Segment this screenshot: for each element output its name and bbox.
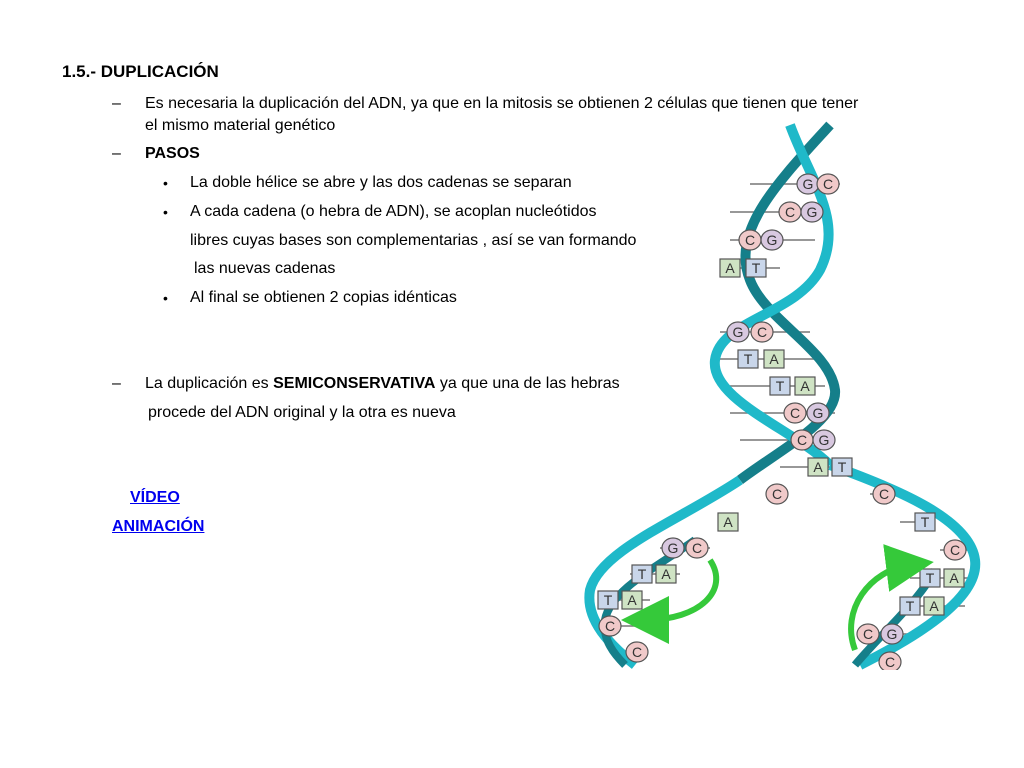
nucleotide-G (813, 430, 835, 450)
nucleotide-C (626, 642, 648, 662)
nucleotide-letter: C (631, 644, 643, 660)
nucleotide-letter: G (667, 540, 679, 556)
slide-title: 1.5.- DUPLICACIÓN (62, 62, 219, 81)
nucleotide-letter: A (813, 459, 823, 475)
nucleotide-letter: C (771, 486, 783, 502)
nucleotide-C (879, 652, 901, 670)
animacion-link-wrap (112, 517, 204, 537)
bullet-text: libres cuyas bases son complementarias , así se van formando (190, 232, 637, 249)
nucleotide-letter: C (796, 432, 808, 448)
nucleotide-letter: C (884, 654, 896, 670)
nucleotide-letter: A (769, 351, 779, 367)
nucleotide-G (807, 403, 829, 423)
nucleotide-bases (598, 174, 966, 670)
nucleotide-C (779, 202, 801, 222)
nucleotide-T (738, 350, 758, 368)
animacion-link[interactable]: ANIMACIÓN (112, 518, 205, 535)
nucleotide-T (900, 597, 920, 615)
bullet-text: La doble hélice se abre y las dos cadenas se separan (190, 174, 572, 191)
nucleotide-A (718, 513, 738, 531)
nucleotide-A (656, 565, 676, 583)
nucleotide-A (622, 591, 642, 609)
nucleotide-C (599, 616, 621, 636)
bullet-text: A cada cadena (o hebra de ADN), se acoplan nucleótidos (190, 203, 597, 220)
dash-marker: – (112, 375, 121, 392)
nucleotide-A (795, 377, 815, 395)
nucleotide-letter: A (800, 378, 810, 394)
nucleotide-letter: T (751, 260, 761, 276)
nucleotide-letter: C (604, 618, 616, 634)
nucleotide-letter: T (905, 598, 915, 614)
nucleotide-G (662, 538, 684, 558)
nucleotide-C (817, 174, 839, 194)
nucleotide-letter: A (949, 570, 959, 586)
nucleotide-C (791, 430, 813, 450)
nucleotide-T (915, 513, 935, 531)
nucleotide-letter: A (723, 514, 733, 530)
item-text: ya que una de las hebras (435, 375, 620, 392)
bullet-marker: • (163, 204, 168, 220)
video-link[interactable]: VÍDEO (130, 489, 180, 506)
nucleotide-letter: A (627, 592, 637, 608)
dash-marker: – (112, 95, 121, 112)
nucleotide-letter: T (775, 378, 785, 394)
item-line: Es necesaria la duplicación del ADN, ya que en la mitosis se obtienen 2 células que tienen que tener (145, 95, 859, 112)
nucleotide-letter: T (925, 570, 935, 586)
nucleotide-A (764, 350, 784, 368)
nucleotide-letter: C (949, 542, 961, 558)
nucleotide-A (924, 597, 944, 615)
nucleotide-C (766, 484, 788, 504)
nucleotide-letter: A (725, 260, 735, 276)
nucleotide-letter: C (744, 232, 756, 248)
nucleotide-C (686, 538, 708, 558)
nucleotide-letter: T (637, 566, 647, 582)
nucleotide-T (832, 458, 852, 476)
nucleotide-C (739, 230, 761, 250)
bullet-marker: • (163, 175, 168, 191)
nucleotide-T (770, 377, 790, 395)
nucleotide-A (808, 458, 828, 476)
bullet-text: Al final se obtienen 2 copias idénticas (190, 289, 457, 306)
nucleotide-A (720, 259, 740, 277)
semiconservativa-line (145, 374, 620, 394)
nucleotide-C (873, 484, 895, 504)
semiconservativa-term: SEMICONSERVATIVA (273, 375, 436, 392)
nucleotide-C (784, 403, 806, 423)
nucleotide-G (761, 230, 783, 250)
item-line: el mismo material genético (145, 117, 336, 134)
nucleotide-letter: T (920, 514, 930, 530)
nucleotide-letter: G (806, 204, 818, 220)
nucleotide-G (881, 624, 903, 644)
nucleotide-T (632, 565, 652, 583)
nucleotide-letter: G (812, 405, 824, 421)
nucleotide-letter: C (878, 486, 890, 502)
nucleotide-letter: T (837, 459, 847, 475)
nucleotide-letter: C (789, 405, 801, 421)
bullet-text: las nuevas cadenas (194, 260, 336, 277)
nucleotide-letter: C (756, 324, 768, 340)
nucleotide-letter: G (818, 432, 830, 448)
nucleotide-letter: C (784, 204, 796, 220)
item-text: La duplicación es (145, 375, 274, 392)
nucleotide-letter: G (732, 324, 744, 340)
item-line: procede del ADN original y la otra es nueva (148, 404, 456, 421)
nucleotide-letter: C (822, 176, 834, 192)
nucleotide-C (857, 624, 879, 644)
dna-replication-illustration (580, 120, 990, 670)
nucleotide-A (944, 569, 964, 587)
video-link-wrap (112, 488, 180, 508)
nucleotide-letter: G (766, 232, 778, 248)
nucleotide-T (746, 259, 766, 277)
nucleotide-letter: G (802, 176, 814, 192)
nucleotide-G (727, 322, 749, 342)
bullet-marker: • (163, 290, 168, 306)
nucleotide-G (801, 202, 823, 222)
nucleotide-letter: G (886, 626, 898, 642)
nucleotide-letter: T (603, 592, 613, 608)
nucleotide-letter: C (862, 626, 874, 642)
nucleotide-letter: A (929, 598, 939, 614)
nucleotide-T (920, 569, 940, 587)
nucleotide-T (598, 591, 618, 609)
nucleotide-letter: A (661, 566, 671, 582)
nucleotide-G (797, 174, 819, 194)
dash-marker: – (112, 145, 121, 162)
nucleotide-C (751, 322, 773, 342)
pasos-heading: PASOS (145, 145, 200, 162)
nucleotide-C (944, 540, 966, 560)
nucleotide-letter: T (743, 351, 753, 367)
nucleotide-letter: C (691, 540, 703, 556)
